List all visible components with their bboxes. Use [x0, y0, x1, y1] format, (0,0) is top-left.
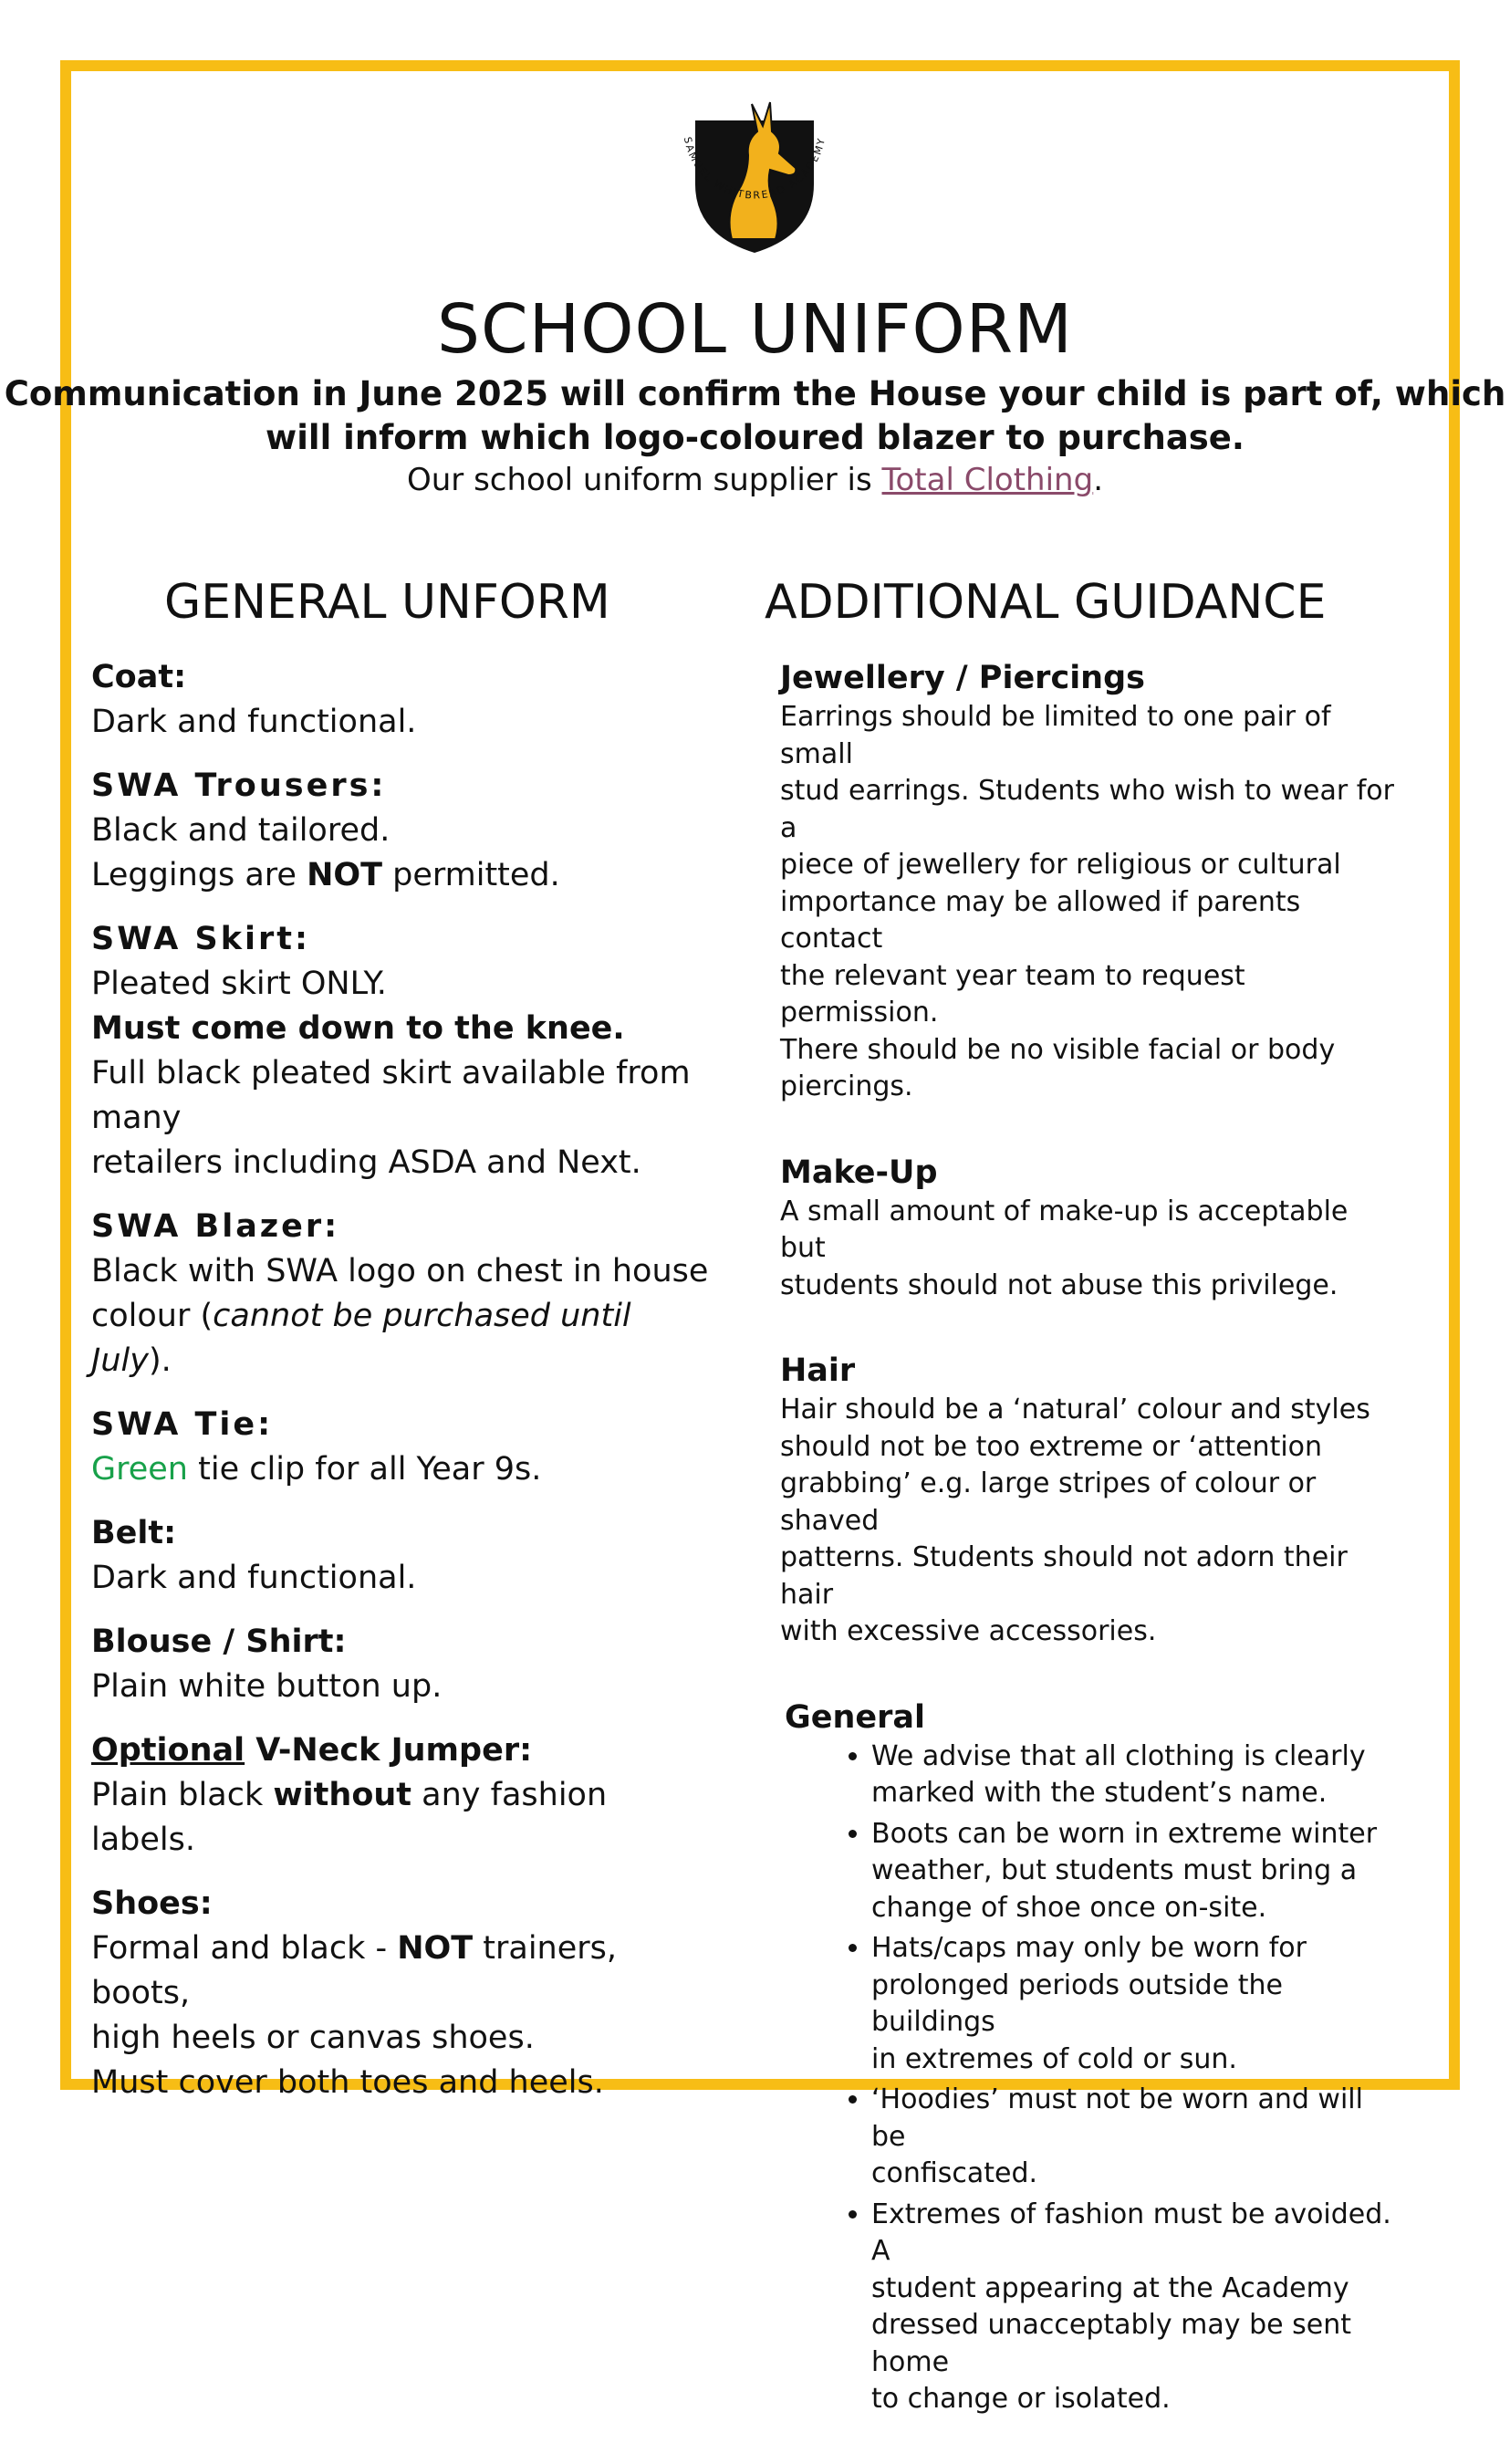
blazer-item	[91, 1205, 721, 1383]
page-title: SCHOOL UNIFORM	[437, 290, 1073, 369]
jumper-title	[91, 1728, 721, 1773]
bullet-line: confiscated.	[871, 2157, 1038, 2189]
shoes-not: NOT	[397, 1930, 474, 1967]
hair-line: grabbing’ e.g. large stripes of colour or shaved	[780, 1467, 1317, 1537]
blazer-italic: cannot be purchased until July	[91, 1298, 631, 1379]
coat-text: Dark and functional.	[91, 704, 417, 740]
belt-item	[91, 1511, 721, 1601]
subtitle-line-1: Communication in June 2025 will confirm the House your child is part of, which	[4, 374, 1506, 413]
subtitle-line-2: will inform which logo-coloured blazer to purchase.	[266, 418, 1244, 457]
coat-title: Coat:	[91, 659, 187, 695]
tie-rest: tie clip for all Year 9s.	[188, 1451, 542, 1488]
shoes-title: Shoes:	[91, 1885, 213, 1922]
tie-line	[91, 1447, 721, 1492]
bullet-line: • Boots can be worn in extreme winter	[871, 1817, 1378, 1850]
jumper-text	[91, 1773, 721, 1863]
general-section	[780, 1697, 1401, 2418]
general-bullet	[871, 2197, 1401, 2418]
general-bullet	[871, 1930, 1401, 2078]
trousers-item	[91, 764, 721, 898]
trousers-not: NOT	[307, 857, 382, 893]
trousers-text-b: permitted.	[381, 857, 560, 893]
bullet-line: marked with the student’s name.	[871, 1777, 1328, 1809]
bullet-line: in extremes of cold or sun.	[871, 2042, 1237, 2075]
jewellery-section	[780, 657, 1401, 1106]
bullet-line: to change or isolated.	[871, 2383, 1171, 2415]
shoes-text-b: trainers, boots,	[91, 1930, 618, 2011]
general-bullet	[871, 1738, 1401, 1812]
bullet-line: • ‘Hoodies’ must not be worn and will be	[871, 2083, 1363, 2153]
makeup-section	[780, 1152, 1401, 1305]
tie-green: Green	[91, 1451, 188, 1488]
skirt-line-1: Pleated skirt ONLY.	[91, 966, 387, 1002]
shoes-item	[91, 1882, 721, 2105]
general-uniform-list	[91, 655, 721, 2125]
blazer-text-a: colour (	[91, 1298, 213, 1334]
general-title: General	[785, 1698, 925, 1736]
blazer-line-1: Black with SWA logo on chest in house	[91, 1253, 709, 1289]
jumper-text-a: Plain black	[91, 1777, 274, 1813]
trousers-line-1: Black and tailored.	[91, 812, 391, 849]
bullet-line: change of shoe once on-site.	[871, 1891, 1267, 1924]
jewellery-line: the relevant year team to request permission.	[780, 959, 1245, 1028]
supplier-line	[0, 462, 1510, 498]
jewellery-line: stud earrings. Students who wish to wear for a	[780, 775, 1394, 844]
general-bullet	[871, 1816, 1401, 1927]
bullet-line: student appearing at the Academy	[871, 2271, 1349, 2304]
bullet-line: weather, but students must bring a	[871, 1854, 1358, 1886]
makeup-line: students should not abuse this privilege.	[780, 1269, 1338, 1301]
makeup-title: Make-Up	[780, 1154, 938, 1191]
bullet-line: • Extremes of fashion must be avoided. A	[871, 2198, 1391, 2267]
logo-ring-text: SAMUEL WHITBREAD ACADEMY	[681, 135, 828, 202]
bullet-line: prolonged periods outside the buildings	[871, 1968, 1283, 2038]
blouse-item	[91, 1620, 721, 1709]
jewellery-line: importance may be allowed if parents contact	[780, 885, 1301, 955]
jumper-without: without	[273, 1777, 412, 1813]
jewellery-line: There should be no visible facial or body	[780, 1033, 1336, 1066]
bullet-line: dressed unacceptably may be sent home	[871, 2309, 1351, 2378]
skirt-line-2: Must come down to the knee.	[91, 1010, 625, 1047]
belt-title: Belt:	[91, 1515, 177, 1551]
makeup-line: A small amount of make-up is acceptable but	[780, 1195, 1349, 1264]
jumper-title-rest: V-Neck Jumper:	[245, 1732, 533, 1769]
trousers-text-a: Leggings are	[91, 857, 307, 893]
general-uniform-heading: GENERAL UNFORM	[164, 575, 610, 630]
hair-section	[780, 1350, 1401, 1651]
trousers-line-2	[91, 853, 721, 898]
skirt-line-4: retailers including ASDA and Next.	[91, 1144, 641, 1181]
shoes-line-3: Must cover both toes and heels.	[91, 2064, 604, 2101]
belt-text: Dark and functional.	[91, 1560, 417, 1596]
jumper-optional: Optional	[91, 1732, 245, 1769]
shoes-line-1	[91, 1926, 721, 2016]
supplier-suffix: .	[1093, 462, 1103, 498]
tie-item	[91, 1403, 721, 1492]
bullet-line: • We advise that all clothing is clearly	[871, 1739, 1366, 1772]
skirt-title: SWA Skirt:	[91, 921, 310, 957]
blazer-text-b: ).	[148, 1342, 172, 1379]
deer-crest-icon	[668, 84, 841, 266]
blouse-text: Plain white button up.	[91, 1668, 443, 1705]
general-bullet	[871, 2082, 1401, 2193]
bullet-line: • Hats/caps may only be worn for	[871, 1932, 1307, 1964]
jumper-item	[91, 1728, 721, 1863]
jewellery-line: piece of jewellery for religious or cultural	[780, 849, 1341, 881]
additional-guidance-heading: ADDITIONAL GUIDANCE	[765, 575, 1327, 630]
hair-line: Hair should be a ‘natural’ colour and styles	[780, 1394, 1370, 1425]
skirt-item	[91, 917, 721, 1185]
blazer-line-2	[91, 1294, 721, 1383]
supplier-prefix: Our school uniform supplier is	[406, 462, 882, 498]
shoes-text-a: Formal and black -	[91, 1930, 398, 1967]
tie-title: SWA Tie:	[91, 1406, 274, 1443]
trousers-title: SWA Trousers:	[91, 767, 387, 804]
hair-line: patterns. Students should not adorn their hair	[780, 1541, 1348, 1611]
hair-line: with excessive accessories.	[780, 1615, 1157, 1647]
shoes-line-2: high heels or canvas shoes.	[91, 2020, 535, 2056]
jewellery-title: Jewellery / Piercings	[780, 660, 1145, 696]
hair-line: should not be too extreme or ‘attention	[780, 1430, 1323, 1463]
jumper-text-b: any fashion labels.	[91, 1777, 608, 1858]
supplier-link[interactable]: Total Clothing	[881, 462, 1094, 498]
jewellery-line: piercings.	[780, 1070, 913, 1102]
skirt-line-3: Full black pleated skirt available from many	[91, 1055, 691, 1136]
coat-item	[91, 655, 721, 745]
general-bullet-list	[780, 1738, 1401, 2418]
additional-guidance-list	[780, 657, 1401, 2464]
blazer-title: SWA Blazer:	[91, 1208, 340, 1245]
blouse-title: Blouse / Shirt:	[91, 1624, 347, 1660]
hair-title: Hair	[780, 1352, 856, 1389]
jewellery-line: Earrings should be limited to one pair of small	[780, 701, 1331, 770]
